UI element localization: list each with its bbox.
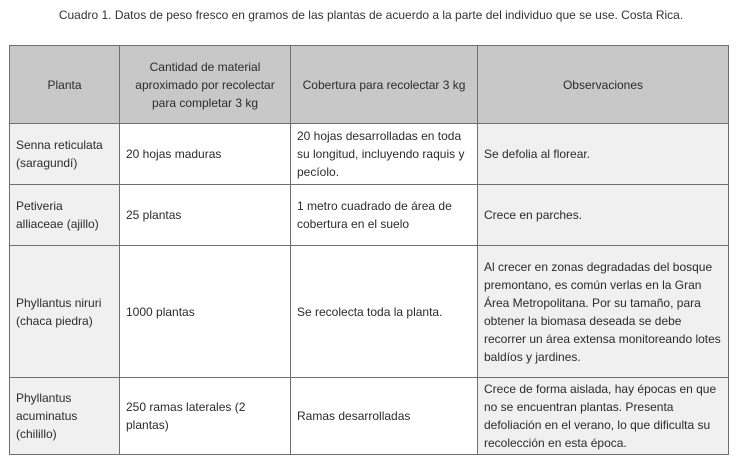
cell-planta: Phyllantus niruri (chaca piedra) (10, 246, 120, 378)
cell-cantidad: 250 ramas laterales (2 plantas) (120, 378, 291, 455)
header-row (10, 46, 729, 124)
cell-cantidad: 1000 plantas (120, 246, 291, 378)
table-caption: Cuadro 1. Datos de peso fresco en gramos de las plantas de acuerdo a la parte del individuo que se use. Costa Rica. (58, 8, 684, 22)
cell-planta: Senna reticulata (saragundí) (10, 124, 120, 185)
cell-cobertura: 1 metro cuadrado de área de cobertura en el suelo (291, 185, 478, 246)
cell-observaciones: Al crecer en zonas degradadas del bosque premontano, es común verlas en la Gran Área Metropolitana. Por su tamaño, para obtener la biomasa deseada se debe recorrer un área extensa monitoreando lotes baldíos y jardines. (478, 246, 729, 378)
cell-observaciones: Crece de forma aislada, hay épocas en que no se encuentran plantas. Presenta defoliación en el verano, lo que dificulta su recolección en esta época. (478, 378, 729, 455)
cell-cobertura: 20 hojas desarrolladas en toda su longitud, incluyendo raquis y pecíolo. (291, 124, 478, 185)
header-planta: Planta (10, 46, 120, 124)
header-observaciones: Observaciones (478, 46, 729, 124)
table-row (10, 246, 729, 378)
data-table-container (9, 45, 728, 455)
cell-cobertura: Ramas desarrolladas (291, 378, 478, 455)
cell-observaciones: Crece en parches. (478, 185, 729, 246)
data-table (9, 45, 729, 455)
cell-planta: Petiveria alliaceae (ajillo) (10, 185, 120, 246)
table-row (10, 124, 729, 185)
cell-cantidad: 20 hojas maduras (120, 124, 291, 185)
header-cobertura: Cobertura para recolectar 3 kg (291, 46, 478, 124)
cell-cantidad: 25 plantas (120, 185, 291, 246)
cell-observaciones: Se defolia al florear. (478, 124, 729, 185)
header-cantidad: Cantidad de material aproximado por recolectar para completar 3 kg (120, 46, 291, 124)
table-row (10, 378, 729, 455)
table-body (10, 124, 729, 455)
table-row (10, 185, 729, 246)
table-header (10, 46, 729, 124)
cell-planta: Phyllantus acuminatus (chilillo) (10, 378, 120, 455)
cell-cobertura: Se recolecta toda la planta. (291, 246, 478, 378)
